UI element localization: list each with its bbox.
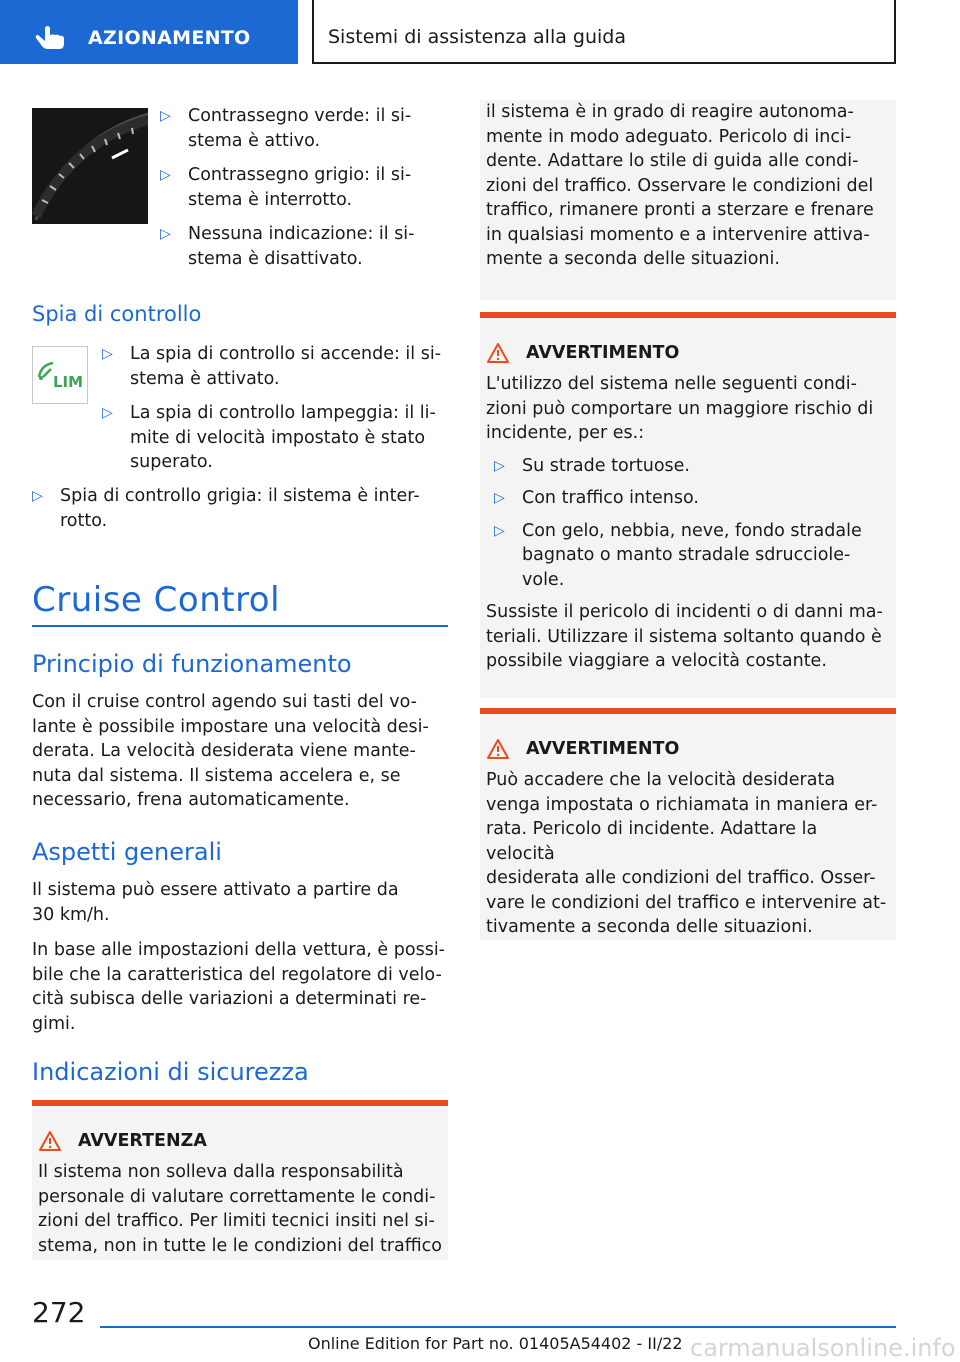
aspetti-text-2: In base alle impostazioni della vettura, è possi- bile che la caratteristica del regolatore di velo- cità subisca delle variazioni a determinati re- gimi.	[32, 940, 445, 1034]
list-item: ▷ Contrassegno grigio: il si- stema è interrotto.	[160, 165, 412, 210]
page-title: Cruise Control	[32, 580, 281, 620]
list-item: ▷ Con traffico intenso.	[494, 488, 699, 508]
footer-rule	[100, 1326, 896, 1328]
warning-triangle-icon	[486, 342, 510, 364]
lim-indicator	[32, 346, 88, 404]
list-item: ▷ La spia di controllo si accende: il si- stema è attivato.	[102, 344, 442, 389]
continued-text: il sistema è in grado di reagire autonoma- mente in modo adeguato. Pericolo di inci- dente. Adattare lo stile di guida alle condi- zioni del traffico. Osservare le condizioni del traffico, rimanere pronti a sterzare e frenare in qualsiasi momento e a intervenire attiva- mente a seconda delle situazioni.	[486, 102, 874, 269]
list-item: ▷ Nessuna indicazione: il si- stema è disattivato.	[160, 224, 415, 269]
spia-bullets	[102, 342, 452, 475]
warning-title: AVVERTIMENTO	[526, 343, 680, 363]
heading-principio: Principio di funzionamento	[32, 650, 352, 678]
display-bullets	[160, 104, 450, 271]
title-rule	[32, 625, 448, 627]
aspetti-text-1: Il sistema può essere attivato a partire da 30 km/h.	[32, 880, 399, 925]
warning-intro: L'utilizzo del sistema nelle seguenti condi- zioni può comportare un maggiore rischio di incidente, per es.:	[486, 374, 874, 443]
list-item: ▷ Spia di controllo grigia: il sistema è inter- rotto.	[32, 486, 420, 531]
continued-warning-box	[480, 100, 896, 300]
speedometer-image	[32, 108, 148, 224]
warning-triangle-icon	[486, 738, 510, 760]
warning-outro: Sussiste il pericolo di incidenti o di danni ma- teriali. Utilizzare il sistema soltanto quando è possibile viaggiare a velocità costante.	[486, 602, 883, 671]
watermark: carmanualsonline.info	[690, 1334, 956, 1362]
warning-header	[486, 342, 890, 364]
warning-list	[486, 454, 890, 593]
avvertimento-box-2	[480, 708, 896, 940]
warning-header	[486, 738, 890, 760]
warning-text: Può accadere che la velocità desiderata venga impostata o richiamata in maniera er- rata. Pericolo di incidente. Adattare la velocità desiderata alle condizioni del traffico. Osser- vare le condizioni del traffico e intervenire at- tivamente a seconda delle situazioni.	[486, 770, 887, 937]
speedometer-arc-icon	[32, 108, 148, 224]
hand-pointer-icon	[34, 23, 68, 51]
edition-text: Online Edition for Part no. 01405A54402 - II/22	[308, 1334, 683, 1353]
list-item: ▷ Su strade tortuose.	[494, 455, 690, 476]
chapter-header	[312, 0, 896, 64]
lim-label: LIM	[53, 373, 84, 391]
page-number: 272	[32, 1296, 86, 1329]
list-item: ▷ La spia di controllo lampeggia: il li- mite di velocità impostato è stato superato.	[102, 403, 436, 472]
section-tab	[0, 0, 298, 64]
list-item: ▷ Contrassegno verde: il si- stema è attivo.	[160, 106, 412, 151]
warning-title: AVVERTENZA	[78, 1131, 207, 1151]
heading-spia: Spia di controllo	[32, 302, 202, 326]
warning-header	[38, 1130, 442, 1152]
principio-text: Con il cruise control agendo sui tasti del vo- lante è possibile impostare una velocità desi- derata. La velocità desiderata viene mante- nuta dal sistema. Il sistema accelera e, se necessario, frena automaticamente.	[32, 692, 429, 810]
avvertenza-box	[32, 1100, 448, 1260]
heading-aspetti: Aspetti generali	[32, 838, 222, 866]
section-label: AZIONAMENTO	[88, 27, 251, 49]
heading-sicurezza: Indicazioni di sicurezza	[32, 1058, 309, 1086]
list-item: ▷ Con gelo, nebbia, neve, fondo stradale bagnato o manto stradale sdrucciole- vole.	[494, 520, 862, 590]
warning-title: AVVERTIMENTO	[526, 739, 680, 759]
spia-grey-item	[32, 484, 452, 533]
avvertimento-box-1	[480, 312, 896, 698]
warning-triangle-icon	[38, 1130, 62, 1152]
warning-text: Il sistema non solleva dalla responsabilità personale di valutare correttamente le condi- zioni del traffico. Per limiti tecnici insiti nel si- stema, non in tutte le le condizioni del traffico	[38, 1162, 442, 1256]
chapter-title: Sistemi di assistenza alla guida	[328, 26, 627, 48]
